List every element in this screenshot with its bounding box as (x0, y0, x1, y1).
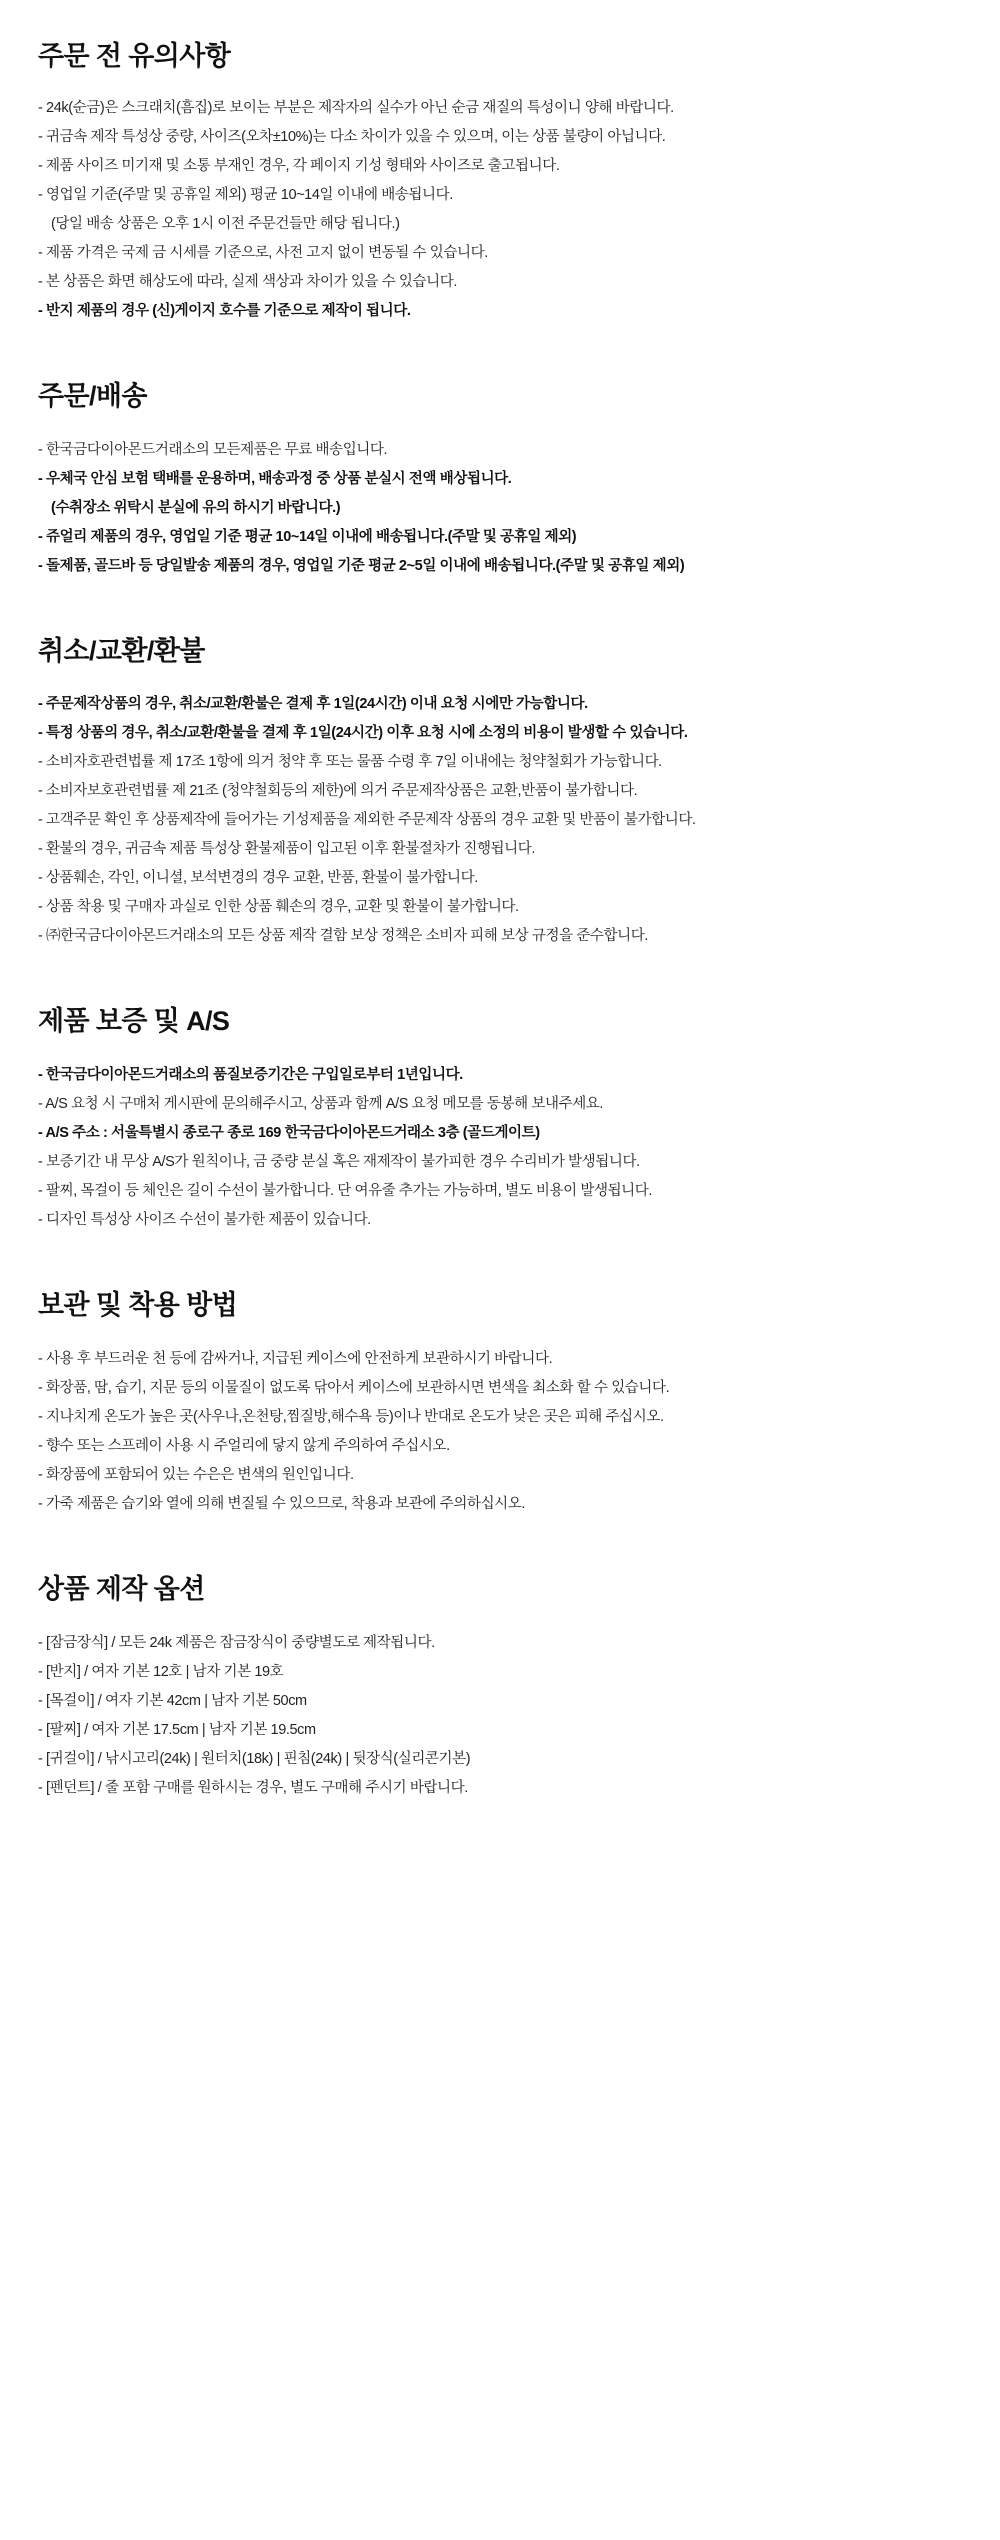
policy-line: - 주문제작상품의 경우, 취소/교환/환불은 결제 후 1일(24시간) 이내 요청 시에만 가능합니다. (38, 696, 588, 713)
policy-line: - 지나치게 온도가 높은 곳(사우나,온천탕,찜질방,해수욕 등)이나 반대로 온도가 낮은 곳은 피해 주십시오. (38, 1408, 664, 1425)
policy-sections (0, 40, 1000, 1803)
section-title-warranty-as: 제품 보증 및 A/S (38, 1006, 230, 1037)
policy-line: - [펜던트] / 줄 포함 구매를 원하시는 경우, 별도 구매해 주시기 바랍니다. (38, 1779, 468, 1796)
policy-line: - ㈜한국금다이아몬드거래소의 모든 상품 제작 결함 보상 정책은 소비자 피해 보상 규정을 준수합니다. (38, 928, 648, 945)
section-lines-warranty-as (38, 1061, 962, 1235)
policy-line: - 본 상품은 화면 해상도에 따라, 실제 색상과 차이가 있을 수 있습니다. (38, 273, 457, 290)
policy-line: - 향수 또는 스프레이 사용 시 주얼리에 닿지 않게 주의하여 주십시오. (38, 1437, 450, 1454)
policy-line: - 팔찌, 목걸이 등 체인은 길이 수선이 불가합니다. 단 여유줄 추가는 가능하며, 별도 비용이 발생됩니다. (38, 1183, 653, 1199)
policy-line: - [잠금장식] / 모든 24k 제품은 잠금장식이 중량별도로 제작됩니다. (38, 1634, 435, 1651)
policy-line: - 돌제품, 골드바 등 당일발송 제품의 경우, 영업일 기준 평균 2~5일 이내에 배송됩니다.(주말 및 공휴일 제외) (38, 557, 685, 574)
policy-line: - A/S 주소 : 서울특별시 종로구 종로 169 한국금다이아몬드거래소 3층 (골드게이트) (38, 1125, 540, 1141)
section-lines-order-notice (38, 94, 962, 326)
section-lines-storage-wearing (38, 1345, 962, 1519)
policy-line: - 상품훼손, 각인, 이니셜, 보석변경의 경우 교환, 반품, 환불이 불가합니다. (38, 870, 478, 887)
policy-line: - [목걸이] / 여자 기본 42cm | 남자 기본 50cm (38, 1692, 307, 1709)
policy-line: - 특정 상품의 경우, 취소/교환/환불을 결제 후 1일(24시간) 이후 요청 시에 소정의 비용이 발생할 수 있습니다. (38, 725, 688, 742)
policy-line: - 화장품에 포함되어 있는 수은은 변색의 원인입니다. (38, 1466, 354, 1483)
section-title-product-options: 상품 제작 옵션 (38, 1573, 205, 1604)
section-title-storage-wearing: 보관 및 착용 방법 (38, 1290, 238, 1320)
policy-line: - 소비자보호관련법률 제 21조 (청약철회등의 제한)에 의거 주문제작상품은 교환,반품이 불가합니다. (38, 783, 638, 800)
policy-line: (당일 배송 상품은 오후 1시 이전 주문건들만 해당 됩니다.) (51, 215, 400, 232)
policy-line: - 화장품, 땀, 습기, 지문 등의 이물질이 없도록 닦아서 케이스에 보관하시면 변색을 최소화 할 수 있습니다. (38, 1379, 670, 1396)
section-order-delivery (0, 380, 1000, 581)
section-cancel-exchange-refund (0, 635, 1000, 952)
section-lines-cancel-exchange-refund (38, 690, 962, 951)
policy-line: - 반지 제품의 경우 (신)게이지 호수를 기준으로 제작이 됩니다. (38, 302, 411, 319)
policy-line: (수취장소 위탁시 분실에 유의 하시기 바랍니다.) (51, 499, 341, 516)
policy-line: - 상품 착용 및 구매자 과실로 인한 상품 훼손의 경우, 교환 및 환불이 불가합니다. (38, 899, 519, 916)
policy-line: - 디자인 특성상 사이즈 수선이 불가한 제품이 있습니다. (38, 1212, 371, 1228)
policy-line: - 쥬얼리 제품의 경우, 영업일 기준 평균 10~14일 이내에 배송됩니다.(주말 및 공휴일 제외) (38, 528, 577, 545)
policy-line: - 24k(순금)은 스크래치(흠집)로 보이는 부분은 제작자의 실수가 아닌 순금 재질의 특성이니 양해 바랍니다. (38, 99, 674, 116)
policy-line: - 보증기간 내 무상 A/S가 원칙이나, 금 중량 분실 혹은 재제작이 불가피한 경우 수리비가 발생됩니다. (38, 1154, 640, 1170)
section-lines-product-options (38, 1629, 962, 1803)
section-product-options (0, 1573, 1000, 1803)
policy-line: - A/S 요청 시 구매처 게시판에 문의해주시고, 상품과 함께 A/S 요청 메모를 동봉해 보내주세요. (38, 1096, 604, 1112)
policy-line: - 우체국 안심 보험 택배를 운용하며, 배송과정 중 상품 분실시 전액 배상됩니다. (38, 470, 512, 487)
policy-line: - [귀걸이] / 낚시고리(24k) | 원터치(18k) | 핀침(24k) | 뒷장식(실리콘기본) (38, 1750, 471, 1767)
section-title-cancel-exchange-refund: 취소/교환/환불 (38, 635, 205, 666)
section-title-order-delivery: 주문/배송 (38, 380, 147, 411)
policy-line: - 영업일 기준(주말 및 공휴일 제외) 평균 10~14일 이내에 배송됩니다. (38, 186, 453, 203)
policy-line: - 제품 사이즈 미기재 및 소통 부재인 경우, 각 페이지 기성 형태와 사이즈로 출고됩니다. (38, 157, 560, 174)
policy-line: - 한국금다이아몬드거래소의 품질보증기간은 구입일로부터 1년입니다. (38, 1067, 463, 1083)
section-title-order-notice: 주문 전 유의사항 (38, 41, 231, 71)
policy-line: - 한국금다이아몬드거래소의 모든제품은 무료 배송입니다. (38, 441, 388, 458)
section-warranty-as (0, 1005, 1000, 1235)
section-order-notice (0, 40, 1000, 326)
policy-line: - 사용 후 부드러운 천 등에 감싸거나, 지급된 케이스에 안전하게 보관하시기 바랍니다. (38, 1350, 553, 1367)
policy-line: - 가죽 제품은 습기와 열에 의해 변질될 수 있으므로, 착용과 보관에 주의하십시오. (38, 1495, 526, 1512)
policy-line: - 귀금속 제작 특성상 중량, 사이즈(오차±10%)는 다소 차이가 있을 수 있으며, 이는 상품 불량이 아닙니다. (38, 128, 666, 145)
policy-line: - [반지] / 여자 기본 12호 | 남자 기본 19호 (38, 1663, 284, 1680)
policy-line: - 제품 가격은 국제 금 시세를 기준으로, 사전 고지 없이 변동될 수 있습니다. (38, 244, 488, 261)
section-lines-order-delivery (38, 436, 962, 581)
policy-line: - 소비자호관련법률 제 17조 1항에 의거 청약 후 또는 물품 수령 후 7일 이내에는 청약철회가 가능합니다. (38, 754, 662, 771)
policy-line: - [팔찌] / 여자 기본 17.5cm | 남자 기본 19.5cm (38, 1721, 316, 1738)
section-storage-wearing (0, 1289, 1000, 1519)
policy-line: - 환불의 경우, 귀금속 제품 특성상 환불제품이 입고된 이후 환불절차가 진행됩니다. (38, 841, 535, 858)
policy-line: - 고객주문 확인 후 상품제작에 들어가는 기성제품을 제외한 주문제작 상품의 경우 교환 및 반품이 불가합니다. (38, 812, 696, 829)
